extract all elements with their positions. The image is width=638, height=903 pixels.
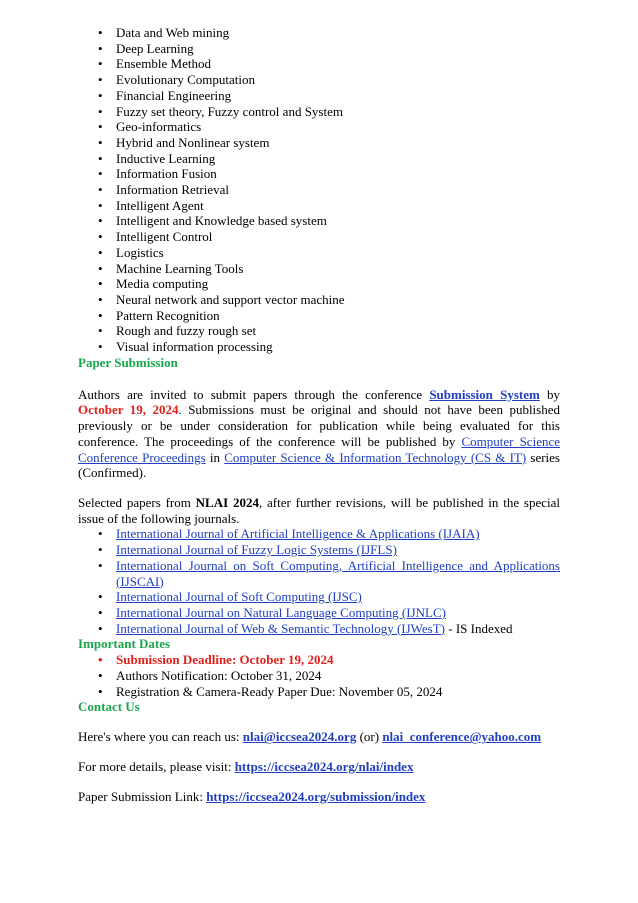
submission-link[interactable]: https://iccsea2024.org/submission/index: [206, 788, 426, 804]
list-item: • Information Fusion: [78, 166, 560, 182]
email-link-primary[interactable]: nlai@iccsea2024.org: [242, 729, 357, 745]
list-item: • Visual information processing: [78, 339, 560, 355]
submission-paragraph: [78, 387, 560, 481]
journal-link-ijfls[interactable]: International Journal of Fuzzy Logic Systems (IJFLS): [116, 542, 397, 558]
topics-list: [78, 0, 560, 355]
list-item: • Geo-informatics: [78, 119, 560, 135]
text-span: For more details, please visit:: [78, 759, 235, 775]
journal-item: [78, 589, 560, 605]
journal-item: [78, 621, 560, 637]
text-span: . Submissions must be original and should not have been published previously or be under consideration for publication while being evaluated for this conference. The proceedings of the conference will be published by: [78, 402, 560, 449]
conference-name: NLAI 2024: [195, 494, 259, 510]
list-item: • Intelligent Control: [78, 229, 560, 245]
journals-intro-paragraph: [78, 495, 560, 526]
list-item: • Neural network and support vector machine: [78, 292, 560, 308]
list-item: • Financial Engineering: [78, 88, 560, 104]
list-item: • Media computing: [78, 276, 560, 292]
journals-list: [78, 526, 560, 636]
journal-item: [78, 558, 560, 589]
details-link[interactable]: https://iccsea2024.org/nlai/index: [234, 759, 414, 775]
important-dates-heading: Important Dates: [78, 636, 171, 652]
notification-date-item: • Authors Notification: October 31, 2024: [78, 668, 560, 684]
text-span: Here's where you can reach us:: [78, 729, 243, 745]
text-span: Selected papers from: [78, 494, 196, 510]
index-note: - IS Indexed: [445, 620, 513, 636]
list-item: • Rough and fuzzy rough set: [78, 323, 560, 339]
journal-link-ijnlc[interactable]: International Journal on Natural Language Computing (IJNLC): [116, 604, 446, 620]
list-item: • Data and Web mining: [78, 25, 560, 41]
list-item: • Logistics: [78, 245, 560, 261]
cs-it-link[interactable]: Computer Science & Information Technology (CS & IT): [224, 449, 527, 465]
paper-submission-heading: Paper Submission: [78, 354, 178, 370]
list-item: • Evolutionary Computation: [78, 72, 560, 88]
text-span: series (Confirmed).: [78, 449, 560, 481]
submission-system-link[interactable]: Submission System: [429, 386, 540, 402]
list-item: • Pattern Recognition: [78, 308, 560, 324]
list-item: • Deep Learning: [78, 41, 560, 57]
journal-link-ijsc[interactable]: International Journal of Soft Computing (IJSC): [116, 589, 362, 605]
text-span: by: [539, 386, 560, 402]
proceedings-link[interactable]: Computer Science Conference Proceedings: [78, 433, 561, 465]
text-span: in: [205, 449, 225, 465]
list-item: • Machine Learning Tools: [78, 261, 560, 277]
text-span: (or): [356, 729, 383, 745]
list-item: • Intelligent and Knowledge based system: [78, 213, 560, 229]
journal-link-ijwest[interactable]: International Journal of Web & Semantic Technology (IJWesT): [116, 620, 446, 636]
camera-ready-date-item: • Registration & Camera-Ready Paper Due: November 05, 2024: [78, 684, 560, 700]
journal-item: [78, 605, 560, 621]
text-span: , after further revisions, will be published in the special issue of the following journals.: [78, 494, 560, 526]
text-span: Paper Submission Link:: [78, 788, 207, 804]
contact-us-heading: Contact Us: [78, 699, 140, 715]
text-span: Authors are invited to submit papers through the conference: [78, 386, 430, 402]
details-paragraph: [78, 759, 560, 775]
journal-item: [78, 542, 560, 558]
dates-list: [78, 652, 560, 699]
journal-link-ijscai[interactable]: International Journal on Soft Computing, Artificial Intelligence and Applications (IJSCAI): [116, 557, 560, 589]
journal-item: [78, 526, 560, 542]
submission-link-paragraph: [78, 789, 560, 805]
email-link-secondary[interactable]: nlai_conference@yahoo.com: [382, 729, 542, 745]
list-item: • Fuzzy set theory, Fuzzy control and System: [78, 104, 560, 120]
submission-deadline-item: • Submission Deadline: October 19, 2024: [78, 652, 560, 668]
list-item: • Hybrid and Nonlinear system: [78, 135, 560, 151]
list-item: • Ensemble Method: [78, 56, 560, 72]
list-item: • Information Retrieval: [78, 182, 560, 198]
deadline-date: October 19, 2024: [78, 402, 179, 418]
list-item: • Intelligent Agent: [78, 198, 560, 214]
list-item: • Inductive Learning: [78, 151, 560, 167]
journal-link-ijaia[interactable]: International Journal of Artificial Intelligence & Applications (IJAIA): [116, 526, 480, 542]
contact-paragraph: [78, 729, 560, 745]
